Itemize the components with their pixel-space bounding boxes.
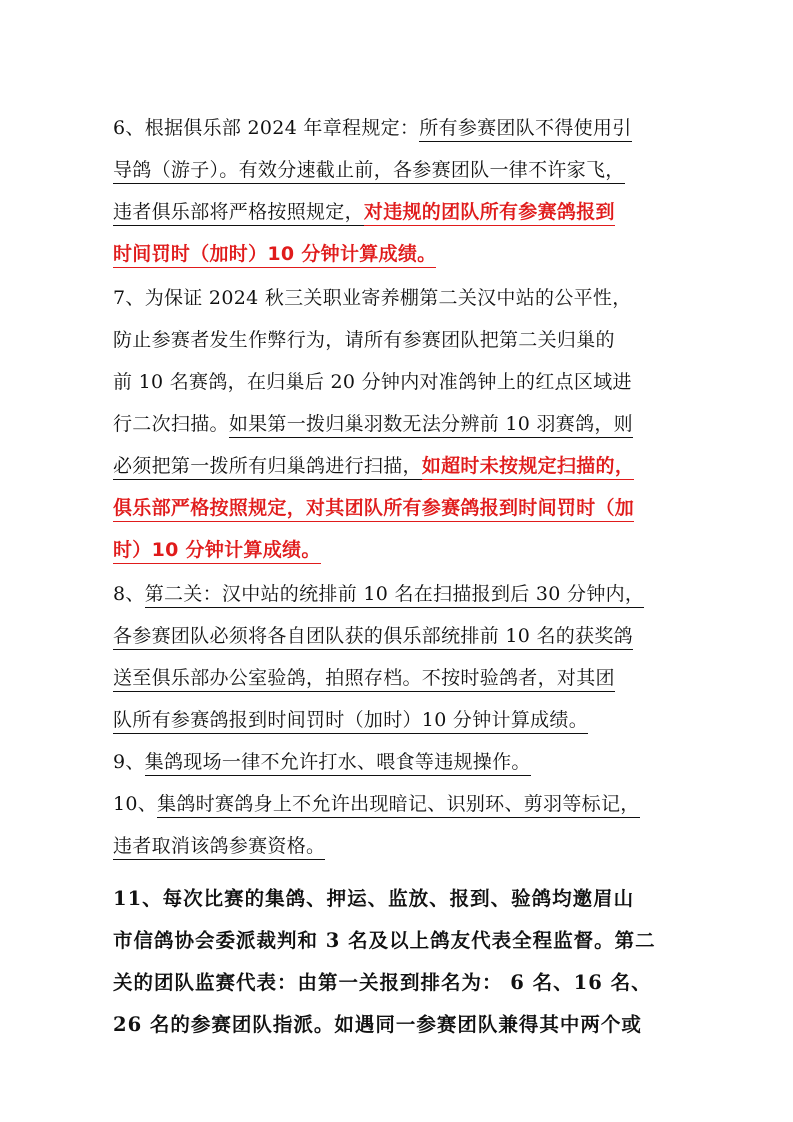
item6-line3-red: 对违规的团队所有参赛鸽报到 [364,201,615,226]
item7-line6 [113,495,634,521]
item7-line1 [113,285,632,311]
item6-line2 [113,157,625,183]
item7-line4-underlined: 如果第一拨归巢羽数无法分辨前 10 羽赛鸽，则 [229,413,633,438]
item11-line2-text: 市信鸽协会委派裁判和 3 名及以上鸽友代表全程监督。第二 [113,929,656,952]
item9-line1-underlined: 集鸽现场一律不允许打水、喂食等违规操作。 [145,751,531,776]
item6-line1-text: 6、根据俱乐部 2024 年章程规定： [113,117,420,139]
item8-line2 [113,623,633,649]
item8-line3 [113,665,615,691]
item8-line1 [113,581,644,607]
item6-line4-red: 时间罚时（加时）10 分钟计算成绩。 [113,243,436,268]
item7-line6-red: 俱乐部严格按照规定，对其团队所有参赛鸽报到时间罚时（加 [113,497,634,522]
item10-line2-underlined: 违者取消该鸽参赛资格。 [113,835,325,860]
item8-line4-underlined: 队所有参赛鸽报到时间罚时（加时）10 分钟计算成绩。 [113,709,588,734]
item7-line5-underlined: 必须把第一拨所有归巢鸽进行扫描， [113,455,422,480]
item11-line4 [113,1012,642,1038]
item6-line2-underlined: 导鸽（游子）。有效分速截止前，各参赛团队一律不许家飞， [113,159,625,184]
item6-line1 [113,115,632,141]
item11-line1-text: 11、每次比赛的集鸽、押运、监放、报到、验鸽均邀眉山 [113,887,635,910]
item9-line1 [113,749,531,775]
item7-line5 [113,453,634,479]
item6-line4 [113,241,436,267]
item11-line3-text: 关的团队监赛代表：由第一关报到排名为： 6 名、16 名、 [113,971,652,994]
item7-line3-text: 前 10 名赛鸽，在归巢后 20 分钟内对准鸽钟上的红点区域进 [113,371,632,393]
item7-line7 [113,537,321,563]
item10-line1-num: 10、 [113,793,158,815]
item10-line2 [113,833,325,859]
item6-line1-underlined: 所有参赛团队不得使用引 [419,117,631,142]
item11-line2 [113,928,656,954]
item7-line5-red: 如超时未按规定扫描的， [422,455,634,480]
item7-line2-text: 防止参赛者发生作弊行为，请所有参赛团队把第二关归巢的 [113,329,615,351]
item8-line3-underlined: 送至俱乐部办公室验鸽，拍照存档。不按时验鸽者，对其团 [113,667,615,692]
item10-line1-underlined: 集鸽时赛鸽身上不允许出现暗记、识别环、剪羽等标记， [157,793,640,818]
item8-line2-underlined: 各参赛团队必须将各自团队获的俱乐部统排前 10 名的获奖鸽 [113,625,633,650]
item11-line1 [113,886,634,912]
item8-line4 [113,707,588,733]
item8-line1-num: 8、 [113,583,145,605]
item6-line3 [113,199,615,225]
item7-line4-text: 行二次扫描。 [113,413,229,435]
item7-line4 [113,411,633,437]
item7-line7-red: 时）10 分钟计算成绩。 [113,539,321,564]
item9-line1-num: 9、 [113,751,145,773]
item7-line2 [113,327,615,353]
item7-line1-text: 7、为保证 2024 秋三关职业寄养棚第二关汉中站的公平性， [113,287,632,309]
item7-line3 [113,369,632,395]
item6-line3-underlined: 违者俱乐部将严格按照规定， [113,201,364,226]
item10-line1 [113,791,640,817]
item8-line1-underlined: 第二关：汉中站的统排前 10 名在扫描报到后 30 分钟内， [145,583,645,608]
item11-line4-text: 26 名的参赛团队指派。如遇同一参赛团队兼得其中两个或 [113,1013,642,1036]
item11-line3 [113,970,652,996]
